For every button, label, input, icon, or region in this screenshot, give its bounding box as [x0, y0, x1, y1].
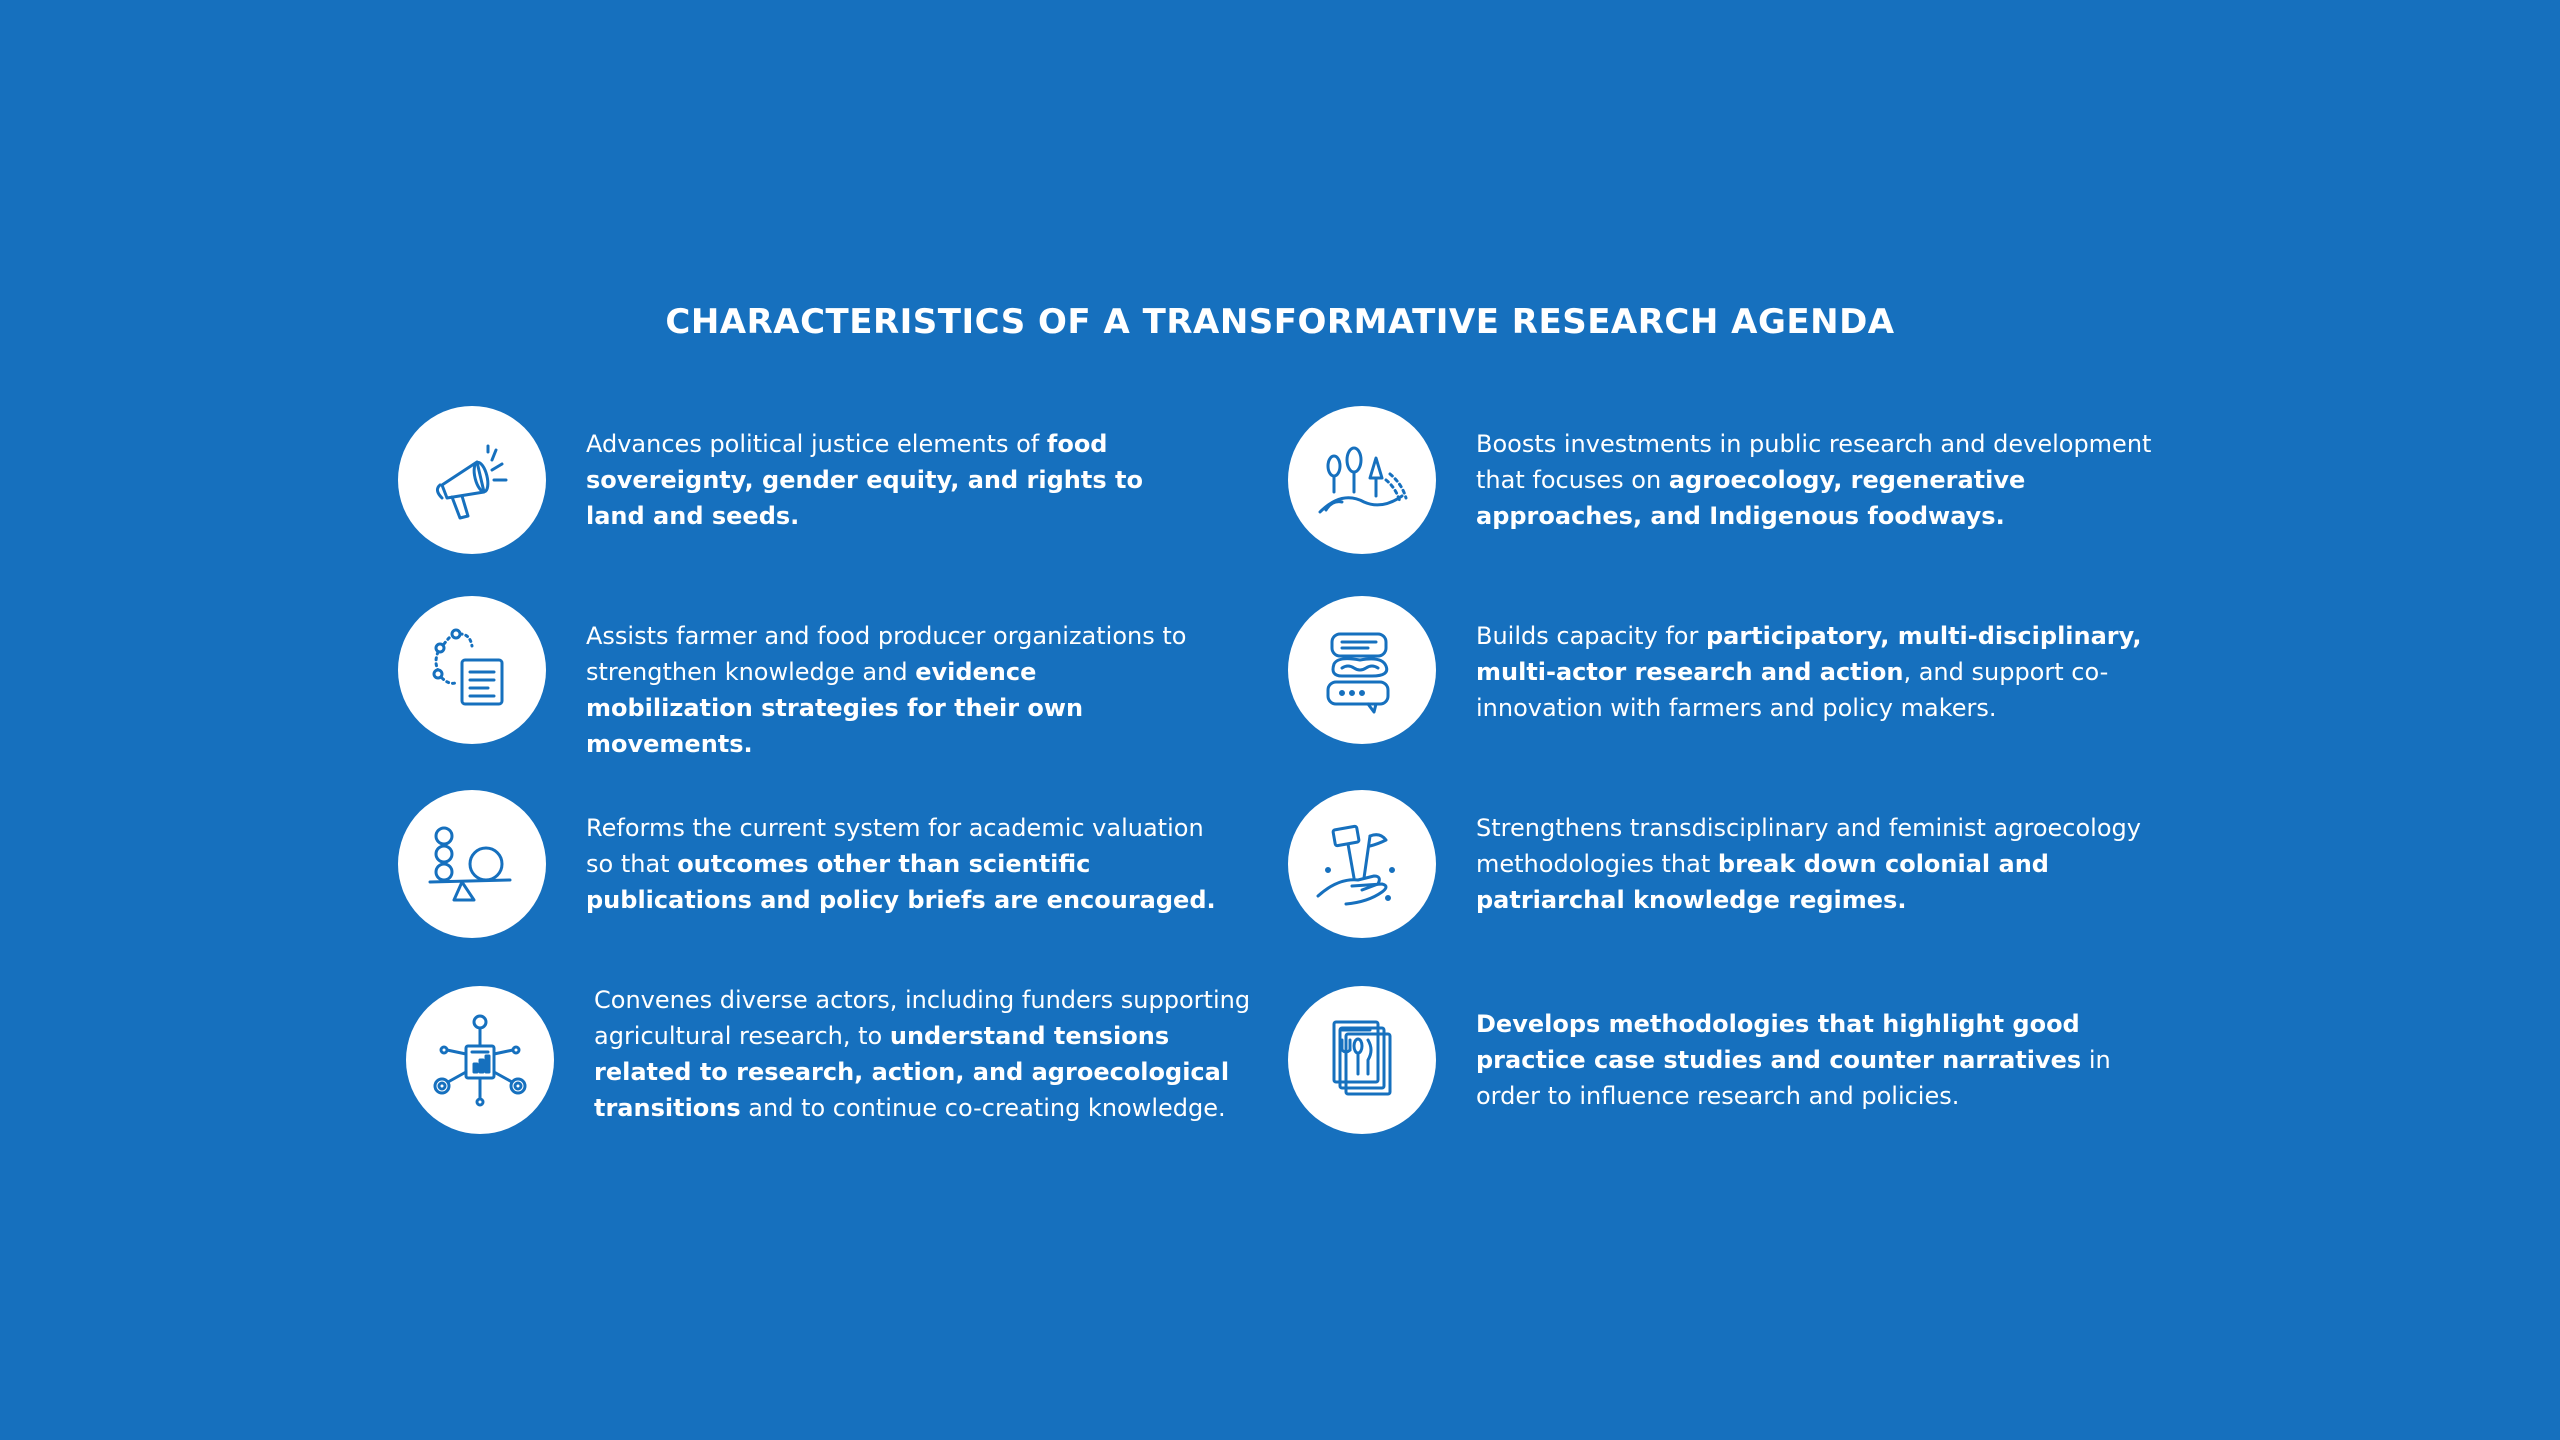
network-hub-icon — [406, 986, 554, 1134]
megaphone-icon — [398, 406, 546, 554]
trees-landscape-icon — [1288, 406, 1436, 554]
characteristic-text: Reforms the current system for academic valuation so that outcomes other than scientific publications and policy briefs are encouraged. — [586, 814, 1216, 914]
balance-scale-icon — [398, 790, 546, 938]
knowledge-cycle-document-icon — [398, 596, 546, 744]
characteristic-text: Advances political justice elements of food sovereignty, gender equity, and rights to land and seeds. — [586, 430, 1143, 530]
speech-bubbles-icon — [1288, 596, 1436, 744]
characteristic-text: Assists farmer and food producer organizations to strengthen knowledge and evidence mobilization strategies for their own movements. — [586, 622, 1187, 758]
hand-signs-icon — [1288, 790, 1436, 938]
characteristic-text: Builds capacity for participatory, multi-disciplinary, multi-actor research and action, and support co-innovation with farmers and policy makers. — [1476, 622, 2142, 722]
documents-utensils-icon — [1288, 986, 1436, 1134]
characteristic-text: Boosts investments in public research and development that focuses on agroecology, regenerative approaches, and Indigenous foodways. — [1476, 430, 2152, 530]
characteristic-text: Strengthens transdisciplinary and feminist agroecology methodologies that break down colonial and patriarchal knowledge regimes. — [1476, 814, 2141, 914]
page-title: CHARACTERISTICS OF A TRANSFORMATIVE RESEARCH AGENDA — [665, 302, 1895, 342]
characteristic-text: Convenes diverse actors, including funders supporting agricultural research, to understand tensions related to research, action, and agroecological transitions and to continue co-creating knowledge. — [594, 986, 1251, 1122]
characteristic-text: Develops methodologies that highlight good practice case studies and counter narratives in order to influence research and policies. — [1476, 1010, 2111, 1110]
